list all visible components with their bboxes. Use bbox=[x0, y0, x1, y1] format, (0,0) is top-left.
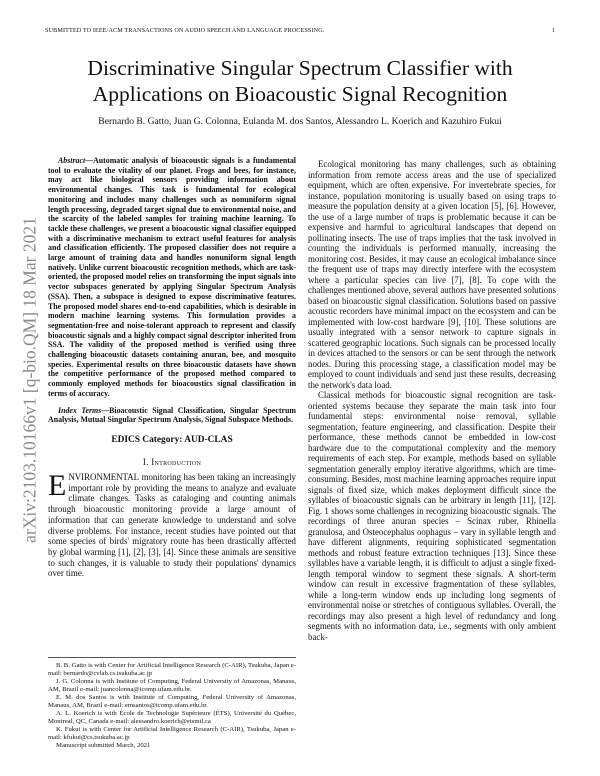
drop-cap: E bbox=[48, 468, 67, 502]
footnote: E. M. dos Santos is with Institute of Computing, Federal University of Amazonas, Manaus, AM, Brazil e-mail: emsantos@icomp.ufam.edu.br. bbox=[48, 694, 296, 709]
arxiv-id: arXiv:2103.10166v1 [q-bio.QM] 18 Mar 2021 bbox=[19, 217, 40, 543]
right-column bbox=[308, 159, 556, 642]
journal-header: SUBMITTED TO IEEE/ACM TRANSACTIONS ON AUDIO SPEECH AND LANGUAGE PROCESSING. bbox=[45, 27, 325, 34]
index-terms-label: Index Terms bbox=[58, 405, 102, 415]
edics-category: EDICS Category: AUD-CLAS bbox=[111, 434, 233, 445]
footnote: K. Fukui is with Center for Artificial Intelligence Research (C-AIR), Tsukuba, Japan e-mail: kfukui@cs.tsukuba.ac.jp bbox=[48, 726, 296, 741]
footnote: A. L. Koerich is with École de Technologie Supérieure (ÉTS), Université du Québec, Montreal, QC, Canada e-mail: alessandro.koerich@etsmtl.ca bbox=[48, 710, 296, 725]
index-terms-text: —Bioacoustic Signal Classification, Singular Spectrum Analysis, Mutual Singular Spectrum Analysis, Signal Subspace Methods. bbox=[48, 405, 296, 425]
paper-title: Discriminative Singular Spectrum Classifier with Applications on Bioacoustic Signal Recognition bbox=[87, 56, 513, 106]
page-number: 1 bbox=[551, 27, 555, 34]
footnote: J. G. Colonna is with Institute of Computing, Federal University of Amazonas, Manaus, AM, Brazil e-mail: juancolonna@icomp.ufam.edu.br. bbox=[48, 678, 296, 693]
arxiv-stamp bbox=[10, 170, 50, 590]
abstract-text: —Automatic analysis of bioacoustic signals is a fundamental tool to evaluate the vitality of our planet. Frogs and bees, for instance, may act like biological sensors providing information about environmental changes. This task is fundamental for ecological monitoring and includes many challenges such as nonuniform signal length processing, degraded target signal due to environmental noise, and the scarcity of the labeled samples for training machine learning. To tackle these challenges, we present a bioacoustic signal classifier equipped with a discriminative mechanism to extract useful features for analysis and classification efficiently. The proposed classifier does not require a large amount of training data and handles nonuniform signal length natively. Unlike current bioacoustic recognition methods, which are task-oriented, the proposed model relies on transforming the input signals into vector subspaces generated by applying Singular Spectrum Analysis (SSA). Then, a subspace is designed to expose discriminative features. The proposed model shares end-to-end capabilities, which is desirable in modern machine learning systems. This formulation provides a segmentation-free and noise-tolerant approach to represent and classify bioacoustic signals and a highly compact signal descriptor inherited from SSA. The validity of the proposed method is verified using three challenging bioacoustic datasets containing anuran, bee, and mosquito species. Experimental results on three bioacoustic datasets have shown the competitive performance of the proposed method compared to commonly employed methods for bioacoustics signal classification in terms of accuracy. bbox=[48, 156, 296, 398]
section-heading-introduction: I. Introduction bbox=[142, 456, 202, 467]
intro-paragraph bbox=[48, 468, 296, 579]
footnote: Manuscript submitted March, 2021 bbox=[56, 742, 151, 749]
left-column bbox=[48, 156, 296, 579]
author-list: Bernardo B. Gatto, Juan G. Colonna, Eulanda M. dos Santos, Alessandro L. Koerich and Kazuhiro Fukui bbox=[98, 116, 502, 127]
footnote: B. B. Gatto is with Center for Artificial Intelligence Research (C-AIR), Tsukuba, Japan e-mail: bernardo@cvlab.cs.tsukuba.ac.jp bbox=[48, 662, 296, 677]
abstract-label: Abstract bbox=[58, 156, 86, 165]
abstract bbox=[48, 156, 296, 399]
intro-lead-word: NVIRONMENTAL bbox=[68, 471, 140, 482]
body-paragraph: Classical methods for bioacoustic signal recognition are task-oriented systems because they separate the main task into four fundamental steps: environmental noise removal, syllable segmentation, feature engineering, and classification. Despite their performance, these methods cannot be embedded in low-cost hardware due to the computational complexity and the memory requirements of each step. For example, methods based on syllable segmentation generally employ iterative algorithms, which are time-consuming. Besides, most machine learning approaches require input signals of fixed size, which makes deployment difficult since the syllables of bioacoustic signals can be arbitrary in length [11], [12]. Fig. 1 shows some challenges in recognizing bioacoustic signals. The recordings of three anuran species – Scinax ruber, Rhinella granulosa, and Osteocephalus oophagus – vary in syllable length and have different alignments, requiring sophisticated segmentation methods and robust feature extraction techniques [13]. Since these syllables have a variable length, it is difficult to adjust a single fixed-length temporal window to segment these signals. A short-term window can result in excessive fragmentation of these syllables, while a long-term window ends up including long segments of environmental noise or stretches of contiguous syllables. Overall, the recordings may also present a high level of redundancy and long segments with no information data, i.e., segments with only ambient back- bbox=[308, 390, 556, 642]
footnotes bbox=[48, 657, 296, 750]
intro-text: monitoring has been taking an increasingly important role by providing the means to analyze and evaluate climate changes. Tasks as cataloging and counting animals through bioacoustic monitoring provide a large amount of information that can generate knowledge to understand and solve diverse problems. For instance, recent studies have pointed out that some species of birds' migratory route has been drastically affected by global warming [1], [2], [3], [4]. Since these animals are sensitive to such changes, it is valuable to study their populations' dynamics over time. bbox=[48, 471, 296, 579]
body-paragraph: Ecological monitoring has many challenges, such as obtaining information from remote access areas and the use of specialized equipment, which are often expensive. For invertebrate species, for instance, population monitoring is usually based on using traps to measure the population density at a given location [5], [6]. However, the use of a large number of traps is problematic because it can be expensive and harmful to agricultural landscapes that depend on pollinating insects. The use of traps implies that the task involved in counting the individuals is performed manually, increasing the monitoring cost. Besides, it may cause an ecological imbalance since the frequent use of traps may directly interfere with the ecosystem where a particular species can live [7], [8]. To cope with the challenges mentioned above, several authors have presented solutions based on bioacoustic signal classification. Solutions based on passive acoustic recorders have minimal impact on the ecosystem and can be implemented with low-cost hardware [9], [10]. These solutions are usually integrated with a sensor network to capture signals in scattered geographic locations. Such signals can be processed locally in devices attached to the sensors or can be sent through the network nodes. During this processing stage, a classification model may be employed to count individuals and send just these results, decreasing the network's data load. bbox=[308, 159, 556, 390]
index-terms bbox=[48, 406, 296, 425]
